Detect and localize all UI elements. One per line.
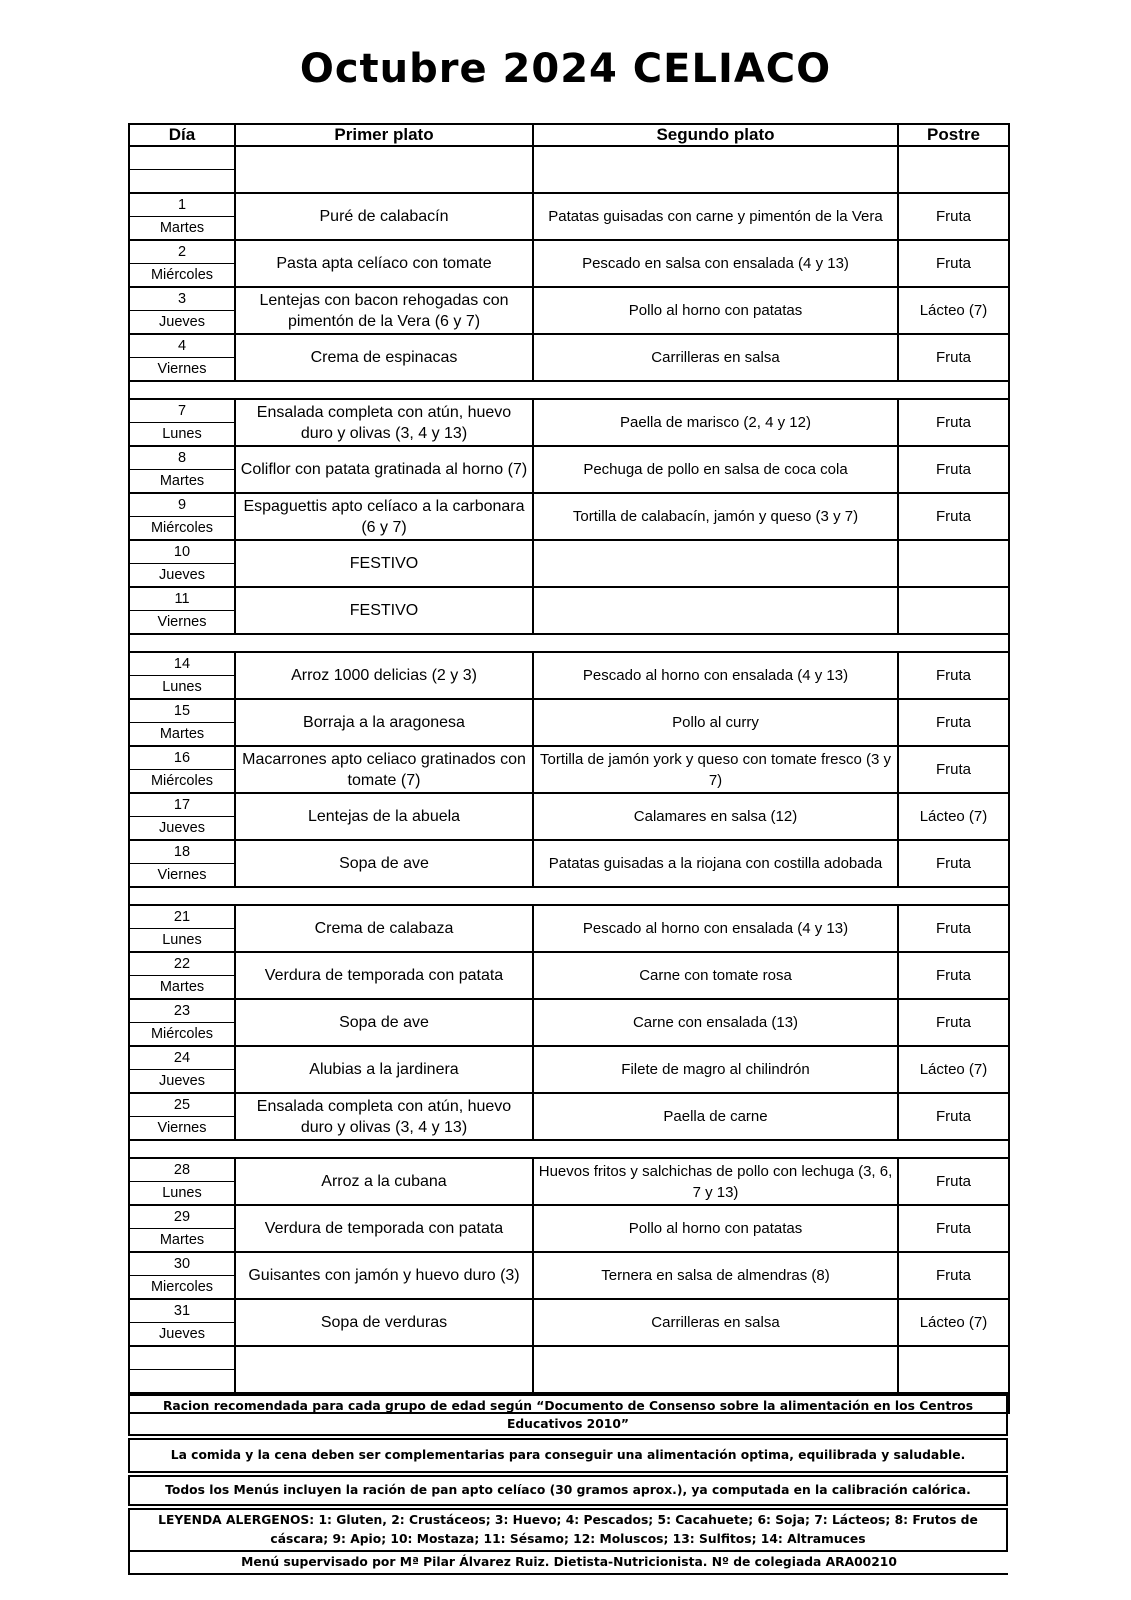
postre-cell: Fruta xyxy=(898,1252,1009,1299)
day-cell xyxy=(129,399,235,446)
table-row xyxy=(129,746,1009,793)
segundo-plato-cell: Pescado en salsa con ensalada (4 y 13) xyxy=(533,240,898,287)
blank-row xyxy=(129,146,1009,193)
segundo-plato-cell: Filete de magro al chilindrón xyxy=(533,1046,898,1093)
day-number: 18 xyxy=(130,841,234,864)
header-segundo-plato: Segundo plato xyxy=(533,124,898,146)
day-name: Jueves xyxy=(159,314,205,330)
day-number: 7 xyxy=(130,400,234,423)
primer-plato-cell: Alubias a la jardinera xyxy=(235,1046,533,1093)
table-row xyxy=(129,240,1009,287)
primer-plato-cell: Espaguettis apto celíaco a la carbonara (6 y 7) xyxy=(235,493,533,540)
day-number: 1 xyxy=(130,194,234,217)
table-row xyxy=(129,652,1009,699)
day-name: Viernes xyxy=(157,867,207,883)
segundo-plato-cell: Carne con ensalada (13) xyxy=(533,999,898,1046)
table-row xyxy=(129,540,1009,587)
segundo-plato-cell: Pechuga de pollo en salsa de coca cola xyxy=(533,446,898,493)
table-row xyxy=(129,999,1009,1046)
day-name: Jueves xyxy=(159,1073,205,1089)
day-number: 24 xyxy=(130,1047,234,1070)
week-separator xyxy=(129,634,1009,652)
week-separator xyxy=(129,1140,1009,1158)
menu-table-container xyxy=(128,123,1008,1414)
postre-cell: Fruta xyxy=(898,1093,1009,1140)
day-number: 22 xyxy=(130,953,234,976)
table-row xyxy=(129,840,1009,887)
day-number: 14 xyxy=(130,653,234,676)
primer-plato-cell: Ensalada completa con atún, huevo duro y olivas (3, 4 y 13) xyxy=(235,399,533,446)
postre-cell: Fruta xyxy=(898,840,1009,887)
primer-plato-cell: Sopa de ave xyxy=(235,999,533,1046)
postre-cell: Fruta xyxy=(898,493,1009,540)
day-number: 8 xyxy=(130,447,234,470)
day-cell xyxy=(129,587,235,634)
day-cell xyxy=(129,999,235,1046)
day-number: 28 xyxy=(130,1159,234,1182)
day-number: 31 xyxy=(130,1300,234,1323)
table-row xyxy=(129,587,1009,634)
segundo-plato-cell: Pollo al curry xyxy=(533,699,898,746)
primer-plato-cell: Sopa de verduras xyxy=(235,1299,533,1346)
primer-plato-cell: FESTIVO xyxy=(235,587,533,634)
primer-plato-cell: FESTIVO xyxy=(235,540,533,587)
primer-plato-cell: Verdura de temporada con patata xyxy=(235,1205,533,1252)
footer-comida: La comida y la cena deben ser complementarias para conseguir una alimentación optima, equilibrada y saludable. xyxy=(128,1438,1008,1473)
segundo-plato-cell: Carne con tomate rosa xyxy=(533,952,898,999)
segundo-plato-cell: Patatas guisadas con carne y pimentón de la Vera xyxy=(533,193,898,240)
segundo-plato-cell xyxy=(533,587,898,634)
postre-cell: Fruta xyxy=(898,999,1009,1046)
day-cell xyxy=(129,699,235,746)
blank-cell xyxy=(533,146,898,193)
table-row xyxy=(129,699,1009,746)
footer-pan: Todos los Menús incluyen la ración de pan apto celíaco (30 gramos aprox.), ya computada en la calibración calórica. xyxy=(128,1475,1008,1506)
blank-cell xyxy=(235,1346,533,1393)
day-name: Miércoles xyxy=(150,520,214,536)
footer-racion: Racion recomendada para cada grupo de edad según “Documento de Consenso sobre la alimentación en los Centros Educativos 2010” xyxy=(128,1394,1008,1436)
primer-plato-cell: Arroz 1000 delicias (2 y 3) xyxy=(235,652,533,699)
day-cell xyxy=(129,1252,235,1299)
week-separator xyxy=(129,381,1009,399)
table-row xyxy=(129,1252,1009,1299)
primer-plato-cell: Verdura de temporada con patata xyxy=(235,952,533,999)
postre-cell: Fruta xyxy=(898,746,1009,793)
postre-cell: Fruta xyxy=(898,905,1009,952)
day-name: Martes xyxy=(159,220,205,236)
table-row xyxy=(129,493,1009,540)
segundo-plato-cell: Tortilla de jamón york y queso con tomate fresco (3 y 7) xyxy=(533,746,898,793)
day-number: 3 xyxy=(130,288,234,311)
day-number: 25 xyxy=(130,1094,234,1117)
blank-day-cell xyxy=(129,1346,235,1393)
segundo-plato-cell: Carrilleras en salsa xyxy=(533,334,898,381)
segundo-plato-cell: Pescado al horno con ensalada (4 y 13) xyxy=(533,652,898,699)
header-postre: Postre xyxy=(898,124,1009,146)
primer-plato-cell: Arroz a la cubana xyxy=(235,1158,533,1205)
postre-cell xyxy=(898,540,1009,587)
day-cell xyxy=(129,446,235,493)
segundo-plato-cell: Tortilla de calabacín, jamón y queso (3 y 7) xyxy=(533,493,898,540)
day-cell xyxy=(129,334,235,381)
primer-plato-cell: Ensalada completa con atún, huevo duro y olivas (3, 4 y 13) xyxy=(235,1093,533,1140)
table-row xyxy=(129,193,1009,240)
day-number: 15 xyxy=(130,700,234,723)
table-row xyxy=(129,793,1009,840)
day-cell xyxy=(129,193,235,240)
blank-cell xyxy=(898,1346,1009,1393)
footer-supervisado: Menú supervisado por Mª Pilar Álvarez Ruiz. Dietista-Nutricionista. Nº de colegiada ARA00210 xyxy=(128,1552,1008,1575)
footer xyxy=(128,1394,1008,1575)
day-cell xyxy=(129,952,235,999)
day-number: 30 xyxy=(130,1253,234,1276)
day-cell xyxy=(129,493,235,540)
day-cell xyxy=(129,1299,235,1346)
blank-cell xyxy=(533,1346,898,1393)
table-row xyxy=(129,287,1009,334)
day-number: 17 xyxy=(130,794,234,817)
day-name: Miércoles xyxy=(150,1026,214,1042)
day-number: 29 xyxy=(130,1206,234,1229)
segundo-plato-cell: Paella de marisco (2, 4 y 12) xyxy=(533,399,898,446)
day-cell xyxy=(129,905,235,952)
day-cell xyxy=(129,240,235,287)
postre-cell: Fruta xyxy=(898,334,1009,381)
postre-cell: Fruta xyxy=(898,1205,1009,1252)
blank-cell xyxy=(235,146,533,193)
segundo-plato-cell: Paella de carne xyxy=(533,1093,898,1140)
postre-cell: Fruta xyxy=(898,652,1009,699)
day-cell xyxy=(129,746,235,793)
day-number: 10 xyxy=(130,541,234,564)
postre-cell: Fruta xyxy=(898,240,1009,287)
segundo-plato-cell xyxy=(533,540,898,587)
day-name: Jueves xyxy=(159,567,205,583)
day-cell xyxy=(129,1093,235,1140)
day-name: Lunes xyxy=(162,932,202,948)
day-cell xyxy=(129,1205,235,1252)
day-name: Martes xyxy=(159,726,205,742)
day-number: 16 xyxy=(130,747,234,770)
day-cell xyxy=(129,540,235,587)
day-name: Martes xyxy=(159,1232,205,1248)
segundo-plato-cell: Carrilleras en salsa xyxy=(533,1299,898,1346)
postre-cell: Fruta xyxy=(898,446,1009,493)
table-row xyxy=(129,1205,1009,1252)
primer-plato-cell: Guisantes con jamón y huevo duro (3) xyxy=(235,1252,533,1299)
day-number: 9 xyxy=(130,494,234,517)
primer-plato-cell: Sopa de ave xyxy=(235,840,533,887)
postre-cell: Fruta xyxy=(898,699,1009,746)
segundo-plato-cell: Huevos fritos y salchichas de pollo con lechuga (3, 6, 7 y 13) xyxy=(533,1158,898,1205)
primer-plato-cell: Pasta apta celíaco con tomate xyxy=(235,240,533,287)
primer-plato-cell: Lentejas de la abuela xyxy=(235,793,533,840)
day-name: Lunes xyxy=(162,1185,202,1201)
table-row xyxy=(129,1299,1009,1346)
segundo-plato-cell: Pollo al horno con patatas xyxy=(533,287,898,334)
day-name: Viernes xyxy=(157,614,207,630)
postre-cell: Fruta xyxy=(898,399,1009,446)
day-name: Viernes xyxy=(157,1120,207,1136)
primer-plato-cell: Coliflor con patata gratinada al horno (7) xyxy=(235,446,533,493)
day-name: Jueves xyxy=(159,820,205,836)
day-name: Lunes xyxy=(162,679,202,695)
day-number: 2 xyxy=(130,241,234,264)
segundo-plato-cell: Pescado al horno con ensalada (4 y 13) xyxy=(533,905,898,952)
page-title: Octubre 2024 CELIACO xyxy=(299,46,832,92)
table-row xyxy=(129,1093,1009,1140)
primer-plato-cell: Crema de espinacas xyxy=(235,334,533,381)
footer-leyenda: LEYENDA ALERGENOS: 1: Gluten, 2: Crustáceos; 3: Huevo; 4: Pescados; 5: Cacahuete; 6: Soja; 7: Lácteos; 8: Frutos de cáscara; 9: Apio; 10: Mostaza; 11: Sésamo; 12: Moluscos; 13: Sulfitos; 14: Altramuces xyxy=(128,1508,1008,1552)
postre-cell: Fruta xyxy=(898,1158,1009,1205)
table-row xyxy=(129,905,1009,952)
postre-cell: Lácteo (7) xyxy=(898,1046,1009,1093)
table-row xyxy=(129,446,1009,493)
postre-cell: Lácteo (7) xyxy=(898,793,1009,840)
primer-plato-cell: Crema de calabaza xyxy=(235,905,533,952)
day-name: Miercoles xyxy=(150,1279,214,1295)
table-row xyxy=(129,1046,1009,1093)
menu-table xyxy=(128,123,1010,1414)
day-cell xyxy=(129,793,235,840)
segundo-plato-cell: Patatas guisadas a la riojana con costilla adobada xyxy=(533,840,898,887)
primer-plato-cell: Borraja a la aragonesa xyxy=(235,699,533,746)
day-name: Jueves xyxy=(159,1326,205,1342)
table-row xyxy=(129,399,1009,446)
primer-plato-cell: Lentejas con bacon rehogadas con pimentón de la Vera (6 y 7) xyxy=(235,287,533,334)
day-cell xyxy=(129,652,235,699)
day-name: Martes xyxy=(159,979,205,995)
week-separator xyxy=(129,887,1009,905)
day-cell xyxy=(129,287,235,334)
blank-cell xyxy=(898,146,1009,193)
day-cell xyxy=(129,1158,235,1205)
day-number: 11 xyxy=(130,588,234,611)
day-name: Martes xyxy=(159,473,205,489)
postre-cell: Fruta xyxy=(898,952,1009,999)
table-row xyxy=(129,1158,1009,1205)
table-row xyxy=(129,952,1009,999)
header-dia: Día xyxy=(129,124,235,146)
day-number: 4 xyxy=(130,335,234,358)
day-number: 21 xyxy=(130,906,234,929)
header-primer-plato: Primer plato xyxy=(235,124,533,146)
day-name: Miércoles xyxy=(150,773,214,789)
postre-cell: Lácteo (7) xyxy=(898,1299,1009,1346)
menu-body xyxy=(129,146,1009,1413)
blank-row xyxy=(129,1346,1009,1393)
primer-plato-cell: Puré de calabacín xyxy=(235,193,533,240)
segundo-plato-cell: Ternera en salsa de almendras (8) xyxy=(533,1252,898,1299)
postre-cell xyxy=(898,587,1009,634)
day-name: Viernes xyxy=(157,361,207,377)
postre-cell: Lácteo (7) xyxy=(898,287,1009,334)
header-row xyxy=(129,124,1009,146)
primer-plato-cell: Macarrones apto celiaco gratinados con tomate (7) xyxy=(235,746,533,793)
segundo-plato-cell: Calamares en salsa (12) xyxy=(533,793,898,840)
day-name: Miércoles xyxy=(150,267,214,283)
segundo-plato-cell: Pollo al horno con patatas xyxy=(533,1205,898,1252)
postre-cell: Fruta xyxy=(898,193,1009,240)
table-row xyxy=(129,334,1009,381)
day-number: 23 xyxy=(130,1000,234,1023)
day-cell xyxy=(129,840,235,887)
day-name: Lunes xyxy=(162,426,202,442)
day-cell xyxy=(129,1046,235,1093)
blank-day-cell xyxy=(129,146,235,193)
